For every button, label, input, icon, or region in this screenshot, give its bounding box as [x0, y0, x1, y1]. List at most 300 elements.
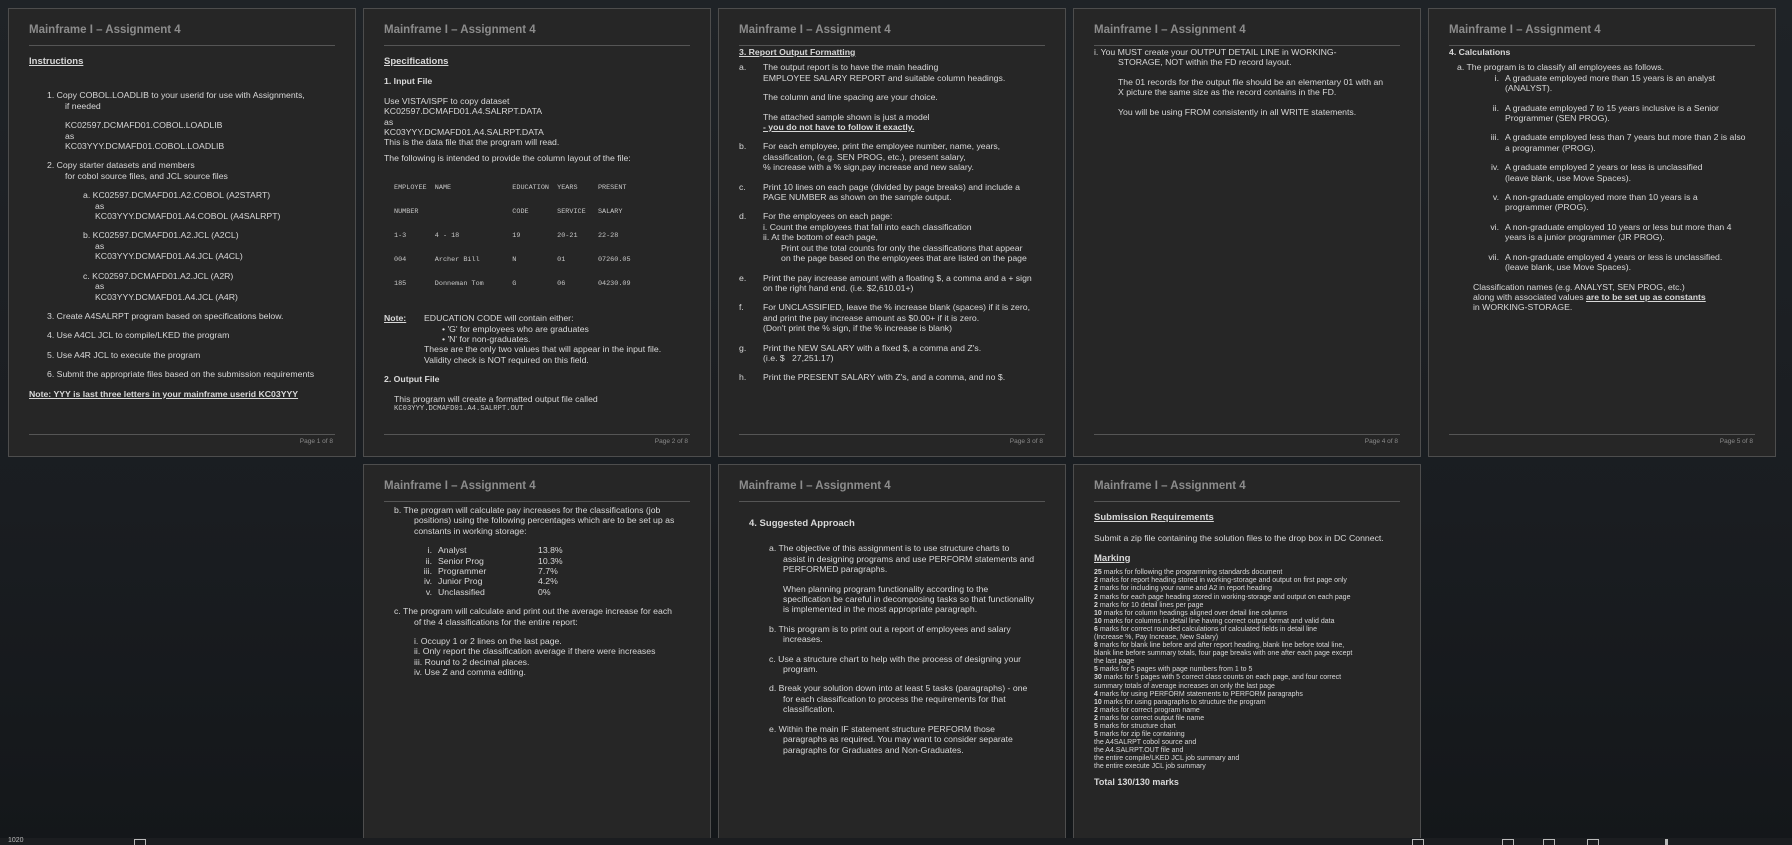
read-mode-icon[interactable] — [134, 839, 146, 845]
page-7-content — [739, 519, 1049, 755]
rate-number: iii. — [423, 566, 432, 577]
text-line: as — [95, 281, 105, 292]
mark-item — [1094, 691, 1404, 699]
mark-text: marks for using paragraphs to structure the program — [1101, 698, 1266, 706]
layout-row: 185 Donneman Tom G 06 04230.09 — [394, 280, 631, 289]
text-line: e. Within the main IF statement structure PERFORM those — [769, 723, 995, 734]
section-title: Specifications — [384, 56, 449, 67]
note-label: Note: — [384, 313, 407, 324]
increase-rates-table — [384, 545, 694, 597]
page-header: Mainframe I – Assignment 4 — [384, 24, 536, 36]
mark-item — [1094, 715, 1404, 723]
mark-text: blank line before summary totals, four page breaks with one after each page except — [1094, 650, 1353, 658]
text-line: PAGE NUMBER as shown on the sample output. — [763, 192, 952, 203]
section-title: Instructions — [29, 56, 84, 67]
text-line: a. The objective of this assignment is to use structure charts to — [769, 543, 1010, 554]
mark-text: marks for report heading stored in working-storage and output on first page only — [1097, 577, 1347, 585]
text-line: Print 10 lines on each page (divided by page breaks) and include a — [763, 181, 1020, 192]
text-line: A non-graduate employed 10 years or less but more than 4 — [1505, 221, 1732, 232]
text-line: The attached sample shown is just a model — [763, 111, 930, 122]
subsection-title: 2. Output File — [384, 374, 440, 385]
header-rule — [739, 501, 1045, 502]
mark-item — [1094, 658, 1404, 666]
header-rule — [739, 45, 1045, 46]
rate-number: ii. — [425, 555, 432, 566]
text-line: b. KC02597.DCMAFD01.A2.JCL (A2CL) — [83, 230, 239, 241]
mark-text: marks for using PERFORM statements to PERFORM paragraphs — [1097, 690, 1303, 698]
text-line: on the right hand end. (i.e. $2,610.01+) — [763, 282, 914, 293]
rate-name: Analyst — [438, 545, 467, 556]
text-line: for cobol source files, and JCL source files — [65, 170, 228, 181]
header-rule — [1094, 501, 1400, 502]
rate-value: 4.2% — [538, 576, 558, 587]
text-line: classification, (e.g. SEN PROG, etc.), present salary, — [763, 151, 966, 162]
rule-4 — [1481, 162, 1759, 183]
page-number: Page 3 of 8 — [1009, 438, 1043, 445]
rule-number: ii. — [1492, 102, 1499, 113]
mark-item — [1094, 739, 1404, 747]
section-title: Submission Requirements — [1094, 512, 1214, 523]
rate-number: v. — [425, 586, 432, 597]
subsection-title: 1. Input File — [384, 76, 433, 87]
marks-list — [1094, 569, 1404, 771]
header-rule — [1449, 45, 1755, 46]
page-5-content — [1449, 47, 1759, 313]
mark-text: marks for correct rounded calculations of calculated fields in detail line — [1097, 625, 1317, 633]
mark-text: marks for blank line before and after report heading, blank line before total line, — [1097, 642, 1345, 650]
mark-item — [1094, 594, 1404, 602]
text-line: KC02597.DCMAFD01.A4.SALRPT.DATA — [384, 106, 543, 117]
mark-value: 5 — [1094, 666, 1098, 674]
text-line: Print the PRESENT SALARY with Z's, and a comma, and no $. — [763, 372, 1006, 383]
mark-item — [1094, 699, 1404, 707]
mark-item — [1094, 618, 1404, 626]
userid-note: Note: YYY is last three letters in your mainframe userid KC03YYY — [29, 388, 299, 399]
mark-text: marks for each page heading stored in working-storage and output on each page — [1097, 593, 1351, 601]
text-line: iii. Round to 2 decimal places. — [414, 656, 530, 667]
text-line: a. KC02597.DCMAFD01.A2.COBOL (A2START) — [83, 190, 271, 201]
mark-text: marks for following the programming standards document — [1101, 569, 1283, 577]
file-layout-table — [384, 168, 694, 304]
mark-text: marks for structure chart — [1097, 723, 1176, 730]
rule-number: v. — [1492, 192, 1499, 203]
text-line: Print the pay increase amount with a floating $, a comma and a + sign — [763, 272, 1032, 283]
mark-value: 2 — [1094, 706, 1098, 714]
text-line: When planning program functionality according to the — [783, 583, 989, 594]
instruction-3: 3. Create A4SALRPT program based on specifications below. — [47, 310, 284, 321]
mark-item — [1094, 747, 1404, 755]
total-marks: Total 130/130 marks — [1094, 776, 1179, 787]
page-header: Mainframe I – Assignment 4 — [1094, 24, 1246, 36]
item-h — [739, 372, 1049, 382]
text-line: KC03YYY.DCMAFD01.A4.JCL (A4R) — [95, 291, 238, 302]
text-line: years is a junior programmer (JR PROG). — [1505, 232, 1665, 243]
text-line: KC03YYY.DCMAFD01.COBOL.LOADLIB — [65, 141, 225, 152]
page-2-content — [384, 57, 694, 414]
text-line: A non-graduate employed more than 10 years is a — [1505, 192, 1698, 203]
mark-item — [1094, 723, 1404, 731]
text-line: A graduate employed more than 15 years is an analyst — [1505, 72, 1716, 83]
item-label: c. — [739, 181, 746, 192]
text-line: For UNCLASSIFIED, leave the % increase blank (spaces) if it is zero, — [763, 302, 1030, 313]
text-line: Classification names (e.g. ANALYST, SEN PROG, etc.) — [1473, 281, 1685, 292]
text-line: i. Occupy 1 or 2 lines on the last page. — [414, 636, 562, 647]
header-rule — [384, 45, 690, 46]
text-line: 1. Copy COBOL.LOADLIB to your userid for use with Assignments, — [47, 90, 305, 101]
layout-row: EMPLOYEE NAME EDUCATION YEARS PRESENT — [394, 184, 627, 193]
text-line: The following is intended to provide the column layout of the file: — [384, 152, 631, 163]
rule-number: vi. — [1490, 221, 1499, 232]
mark-value: 8 — [1094, 642, 1098, 650]
header-rule — [384, 501, 690, 502]
text-line: as — [95, 200, 105, 211]
page-6[interactable] — [363, 464, 711, 845]
item-e — [739, 273, 1049, 294]
mark-item — [1094, 634, 1404, 642]
mark-text: marks for including your name and A2 in report heading — [1097, 585, 1272, 593]
text-line: a. The program is to classify all employees as follows. — [1457, 62, 1664, 73]
mark-value: 2 — [1094, 593, 1098, 601]
page-4-content — [1094, 47, 1404, 117]
mark-text: marks for 5 pages with 5 correct class counts on each page, and four correct — [1101, 674, 1342, 682]
instruction-4: 4. Use A4CL JCL to compile/LKED the program — [47, 330, 230, 341]
mark-value: 10 — [1094, 609, 1102, 617]
rate-name: Unclassified — [438, 586, 485, 597]
text-line: Use VISTA/ISPF to copy dataset — [384, 95, 510, 106]
item-a — [739, 62, 1049, 132]
page-number: Page 4 of 8 — [1364, 438, 1398, 445]
page-7[interactable] — [718, 464, 1066, 845]
rule-number: i. — [1494, 72, 1499, 83]
text-line: 2. Copy starter datasets and members — [47, 160, 195, 171]
mark-item — [1094, 674, 1404, 682]
text-line: a programmer (PROG). — [1505, 142, 1596, 153]
title-text: 3. Report Output Formatting — [739, 47, 856, 57]
mark-value: 2 — [1094, 577, 1098, 585]
text-line: A non-graduate employed 4 years or less is unclassified. — [1505, 251, 1723, 262]
item-label: h. — [739, 372, 747, 383]
text-line: Programmer (SEN PROG). — [1505, 113, 1610, 124]
rule-number: iv. — [1490, 162, 1499, 173]
text-line: b. The program will calculate pay increases for the classifications (job — [394, 505, 661, 515]
text-line: % increase with a % sign,pay increase and new salary. — [763, 162, 974, 173]
page-3-content — [739, 47, 1049, 383]
page-header: Mainframe I – Assignment 4 — [739, 24, 891, 36]
footer-rule — [384, 434, 690, 435]
text-line: d. Break your solution down into at least 5 tasks (paragraphs) - one — [769, 683, 1028, 694]
page-6-content — [384, 505, 694, 678]
item-b — [739, 141, 1049, 172]
mark-item — [1094, 610, 1404, 618]
rate-row — [414, 576, 694, 586]
text-line: These are the only two values that will appear in the input file. — [424, 344, 662, 355]
rate-name: Programmer — [438, 566, 487, 577]
layout-row: 1-3 4 - 18 19 20-21 22-28 — [394, 232, 619, 241]
page-1-content — [29, 57, 339, 399]
section-title: 4. Suggested Approach — [749, 518, 855, 529]
mark-item — [1094, 666, 1404, 674]
rate-row — [414, 587, 694, 597]
text-line: (ANALYST). — [1505, 83, 1553, 94]
mark-value: 6 — [1094, 625, 1098, 633]
sublist — [47, 190, 339, 302]
mark-item — [1094, 763, 1404, 771]
mark-item — [1094, 642, 1404, 650]
page-number: Page 2 of 8 — [654, 438, 688, 445]
page-2[interactable] — [363, 8, 711, 457]
mark-value: 2 — [1094, 714, 1098, 722]
text-line: c. Use a structure chart to help with the process of designing your — [769, 653, 1022, 664]
text-line: (leave blank, use Move Spaces). — [1505, 172, 1632, 183]
text-line: Print the NEW SALARY with a fixed $, a comma and Z's. — [763, 342, 982, 353]
page-header: Mainframe I – Assignment 4 — [1449, 24, 1601, 36]
text-line: Validity check is NOT required on this field. — [424, 354, 589, 365]
text-line: (i.e. $ 27,251.17) — [763, 352, 834, 363]
text-line: The output report is to have the main heading — [763, 62, 939, 73]
page-header: Mainframe I – Assignment 4 — [384, 480, 536, 492]
mark-text: the entire compile/LKED JCL job summary and — [1094, 755, 1240, 763]
item-label: a. — [739, 62, 747, 73]
text-line: in WORKING-STORAGE. — [1473, 302, 1573, 313]
print-layout-icon[interactable] — [1543, 839, 1555, 845]
text-line: Print out the total counts for only the classifications that appear — [781, 242, 1023, 253]
page-header: Mainframe I – Assignment 4 — [1094, 480, 1246, 492]
text-line: on the page based on the employees that are listed on the page — [781, 253, 1027, 264]
text-line: (Don't print the % sign, if the % increase is blank) — [763, 323, 953, 334]
mark-item — [1094, 602, 1404, 610]
mark-text: the last page — [1094, 658, 1135, 666]
classification-rules — [1449, 73, 1759, 273]
mark-value: 10 — [1094, 617, 1102, 625]
text-line: if needed — [65, 100, 101, 111]
text-line: i. You MUST create your OUTPUT DETAIL LINE in WORKING- — [1094, 47, 1337, 57]
footer-rule — [739, 434, 1045, 435]
text-line: KC03YYY.DCMAFD01.A4.SALRPT.DATA — [384, 127, 544, 138]
rate-name: Senior Prog — [438, 555, 484, 566]
rate-value: 7.7% — [538, 566, 558, 577]
mark-item — [1094, 707, 1404, 715]
page-number: Page 1 of 8 — [299, 438, 333, 445]
mark-text: marks for 5 pages with page numbers from 1 to 5 — [1097, 666, 1253, 674]
text-line: This program will create a formatted output file called — [394, 393, 598, 404]
text-line: (leave blank, use Move Spaces). — [1505, 262, 1632, 273]
text-line: paragraphs as required. You may want to consider separate — [783, 734, 1013, 745]
item-label: f. — [739, 302, 744, 313]
text-line: c. The program will calculate and print out the average increase for each — [394, 606, 672, 617]
focus-icon[interactable] — [1412, 839, 1424, 845]
page-number: Page 5 of 8 — [1719, 438, 1753, 445]
header-rule — [1094, 45, 1400, 46]
text-line: positions) using the following percentages which are to be set up as — [414, 515, 675, 526]
mark-text: marks for 10 detail lines per page — [1097, 601, 1204, 609]
rate-value: 10.3% — [538, 555, 563, 566]
text-line: For the employees on each page: — [763, 211, 893, 222]
text-line: - you do not have to follow it exactly. — [763, 122, 915, 133]
text-line: STORAGE, NOT within the FD record layout. — [1118, 57, 1292, 68]
mark-value: 30 — [1094, 674, 1102, 682]
text-line: of the 4 classifications for the entire report: — [414, 616, 578, 627]
rule-number: iii. — [1490, 132, 1499, 143]
text-line: increases. — [783, 634, 823, 645]
web-layout-icon[interactable] — [1587, 839, 1599, 845]
text-line: constants in working storage: — [414, 525, 527, 536]
emphasis-text: are to be set up as constants — [1586, 291, 1706, 302]
text-line: programmer (PROG). — [1505, 202, 1589, 213]
mark-item — [1094, 731, 1404, 739]
text-line: as — [95, 240, 105, 251]
classification-constants-note — [1449, 282, 1759, 313]
text-line: specification be careful in decomposing tasks so that functionality — [783, 594, 1035, 605]
page-4[interactable] — [1073, 8, 1421, 457]
rate-value: 13.8% — [538, 545, 563, 556]
text-line: X picture the same size as the record contains in the FD. — [1118, 87, 1337, 98]
text-line: KC03YYY.DCMAFD01.A4.COBOL (A4SALRPT) — [95, 211, 281, 222]
text-line: For each employee, print the employee number, name, years, — [763, 141, 1001, 152]
mark-value: 4 — [1094, 690, 1098, 698]
mark-item — [1094, 577, 1404, 585]
text-line: classification. — [783, 704, 835, 715]
text-line: You will be using FROM consistently in all WRITE statements. — [1118, 106, 1357, 117]
marking-title: Marking — [1094, 552, 1131, 564]
section-title — [739, 47, 1049, 57]
mark-item — [1094, 569, 1404, 577]
rate-row — [414, 566, 694, 576]
mark-text: (Increase %, Pay Increase, New Salary) — [1094, 633, 1219, 641]
mark-text: the entire execute JCL job summary — [1094, 763, 1206, 771]
mark-text: marks for correct program name — [1097, 706, 1200, 714]
text-line: as — [65, 130, 75, 141]
page-5[interactable] — [1428, 8, 1776, 457]
layout-row: NUMBER CODE SERVICE SALARY — [394, 208, 623, 217]
text-line: KC03YYY.DCMAFD01.A4.JCL (A4CL) — [95, 251, 243, 262]
text-line: iv. Use Z and comma editing. — [414, 667, 526, 678]
mark-text: the A4.SALRPT.OUT file and — [1094, 747, 1184, 755]
mark-text: the A4SALRPT cobol source and — [1094, 739, 1197, 747]
rule-3 — [1481, 132, 1759, 153]
text-line: b. This program is to print out a report of employees and salary — [769, 623, 1011, 634]
text-line: PERFORMED paragraphs. — [783, 564, 888, 575]
item-label: e. — [739, 272, 747, 283]
education-note — [384, 313, 694, 365]
instruction-6: 6. Submit the appropriate files based on the submission requirements — [47, 369, 315, 380]
item-c — [739, 182, 1049, 203]
text-line: paragraphs for Graduates and Non-Graduates. — [783, 744, 964, 755]
zoom-slider-thumb[interactable] — [1665, 839, 1668, 845]
status-bar — [0, 838, 1792, 845]
rate-number: iv. — [423, 576, 432, 587]
text-line: A graduate employed less than 7 years but more than 2 is also — [1505, 132, 1746, 143]
mark-value: 5 — [1094, 723, 1098, 730]
text-line: assist in designing programs and use PERFORM statements and — [783, 553, 1035, 564]
mark-item — [1094, 683, 1404, 691]
output-dataset: KC03YYY.DCMAFD01.A4.SALRPT.OUT — [394, 405, 524, 414]
rule-6 — [1481, 222, 1759, 243]
read-view-icon[interactable] — [1502, 839, 1514, 845]
text-line: and print the pay increase amount as $0.00+ if it is zero. — [763, 312, 980, 323]
item-label: b. — [739, 141, 747, 152]
text-line: This is the data file that the program will read. — [384, 137, 560, 148]
instruction-1 — [29, 90, 339, 151]
text-line: Submit a zip file containing the solution files to the drop box in DC Connect. — [1094, 533, 1384, 544]
text-line: as — [384, 116, 394, 127]
mark-text: marks for correct output file name — [1097, 714, 1205, 722]
rule-number: vii. — [1488, 251, 1499, 262]
text-line: EMPLOYEE SALARY REPORT and suitable column headings. — [763, 72, 1006, 83]
section-title: 4. Calculations — [1449, 47, 1511, 57]
rule-7 — [1481, 252, 1759, 273]
status-text: 1020 — [8, 837, 24, 844]
mark-item — [1094, 585, 1404, 593]
item-f — [739, 302, 1049, 333]
text-line: KC02597.DCMAFD01.COBOL.LOADLIB — [65, 120, 223, 131]
item-g — [739, 343, 1049, 364]
footer-rule — [29, 434, 335, 435]
text-line: • 'N' for non-graduates. — [442, 334, 531, 345]
mark-text: marks for column headings aligned over detail line columns — [1101, 609, 1288, 617]
text-line: for each classification to process the requirements for that — [783, 693, 1006, 704]
text-line: A graduate employed 2 years or less is unclassified — [1505, 162, 1703, 173]
rule-1 — [1481, 73, 1759, 94]
rule-2 — [1481, 103, 1759, 124]
mark-value: 25 — [1094, 569, 1102, 577]
instruction-5: 5. Use A4R JCL to execute the program — [47, 349, 201, 360]
page-header: Mainframe I – Assignment 4 — [739, 480, 891, 492]
instruction-2 — [29, 160, 339, 379]
item-d — [739, 211, 1049, 263]
text-line: along with associated values — [1473, 291, 1587, 302]
page-8-content — [1094, 513, 1404, 787]
mark-value: 10 — [1094, 698, 1102, 706]
mark-value: 2 — [1094, 601, 1098, 609]
text-line: program. — [783, 664, 818, 675]
text-line: c. KC02597.DCMAFD01.A2.JCL (A2R) — [83, 270, 234, 281]
rate-number: i. — [427, 545, 432, 556]
text-line: is implemented in the most appropriate paragraph. — [783, 604, 978, 615]
page-8[interactable] — [1073, 464, 1421, 845]
mark-value: 2 — [1094, 585, 1098, 593]
text-line: A graduate employed 7 to 15 years inclusive is a Senior — [1505, 102, 1719, 113]
rate-row — [414, 556, 694, 566]
page-1[interactable] — [8, 8, 356, 457]
rate-row — [414, 545, 694, 555]
rule-5 — [1481, 192, 1759, 213]
mark-text: marks for zip file containing — [1097, 731, 1185, 739]
text-line: EDUCATION CODE will contain either: — [424, 313, 574, 324]
mark-item — [1094, 755, 1404, 763]
mark-text: marks for columns in detail line having correct output format and valid data — [1101, 617, 1335, 625]
page-3[interactable] — [718, 8, 1066, 457]
item-label: g. — [739, 342, 747, 353]
mark-text: summary totals of average increases on only the last page — [1094, 682, 1275, 690]
rate-name: Junior Prog — [438, 576, 483, 587]
footer-rule — [1449, 434, 1755, 435]
text-line: The 01 records for the output file should be an elementary 01 with an — [1118, 76, 1384, 87]
mark-item — [1094, 650, 1404, 658]
mark-value: 5 — [1094, 731, 1098, 739]
text-line: • 'G' for employees who are graduates — [442, 323, 589, 334]
text-line: i. Count the employees that fall into each classification — [763, 221, 972, 232]
layout-row: 004 Archer Bill N 01 07260.05 — [394, 256, 631, 265]
text-line: The column and line spacing are your choice. — [763, 92, 938, 103]
mark-item — [1094, 626, 1404, 634]
item-label: d. — [739, 211, 747, 222]
rate-value: 0% — [538, 586, 551, 597]
page-header: Mainframe I – Assignment 4 — [29, 24, 181, 36]
text-line: ii. At the bottom of each page, — [763, 232, 878, 243]
footer-rule — [1094, 434, 1400, 435]
text-line: ii. Only report the classification average if there were increases — [414, 646, 656, 657]
header-rule — [29, 45, 335, 46]
